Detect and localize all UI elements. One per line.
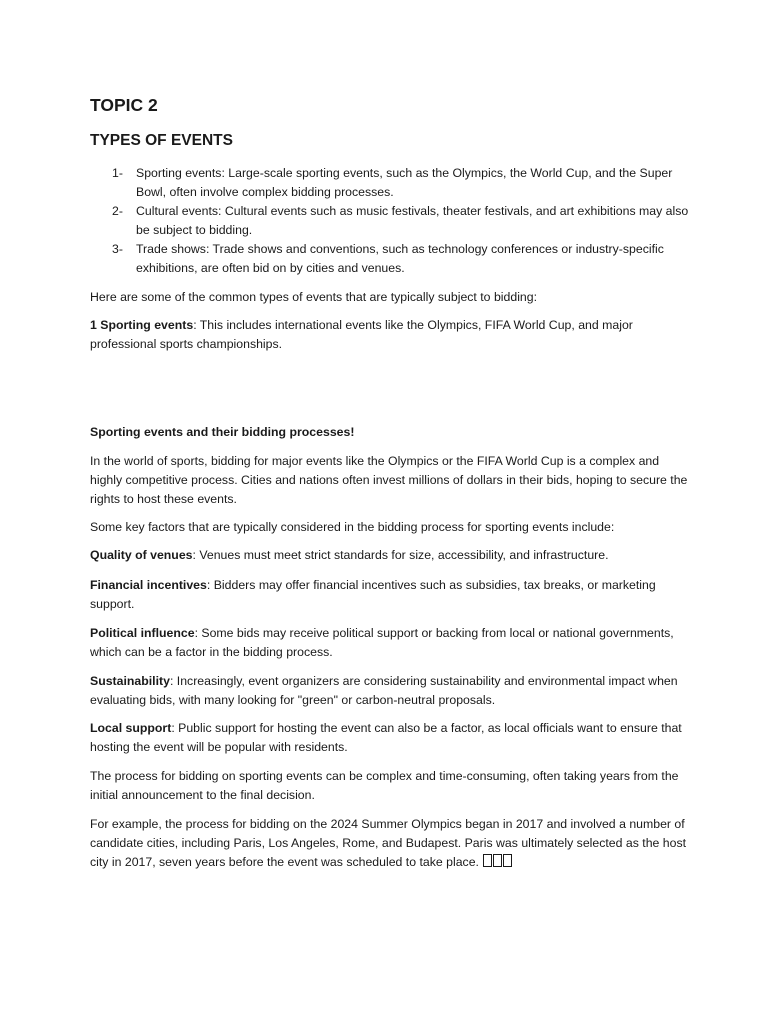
list-item bbox=[112, 240, 690, 278]
list-item bbox=[112, 202, 690, 240]
example-paragraph bbox=[90, 815, 690, 872]
factor-label: Financial incentives bbox=[90, 578, 207, 592]
list-item-text: Trade shows: Trade shows and conventions, such as technology conferences or industry-specific exhibitions, are often bid on by cities and venues. bbox=[136, 242, 664, 275]
factor-paragraph bbox=[90, 576, 690, 614]
topic-heading: TOPIC 2 bbox=[90, 95, 158, 115]
intro-paragraph: Here are some of the common types of events that are typically subject to bidding: bbox=[90, 290, 538, 304]
body-paragraph: In the world of sports, bidding for major events like the Olympics or the FIFA World Cup is a complex and highly competitive process. Cities and nations often invest millions of dollars in their bids, hoping to secure the rights to host these events. bbox=[90, 454, 688, 506]
list-number: 3- bbox=[112, 242, 123, 256]
factor-text: : Increasingly, event organizers are considering sustainability and environmental impact when evaluating bids, with many looking for "green" or carbon-neutral proposals. bbox=[90, 674, 678, 707]
factor-text: : Bidders may offer financial incentives such as subsidies, tax breaks, or marketing support. bbox=[90, 578, 656, 611]
factor-paragraph bbox=[90, 672, 690, 710]
sporting-events-label: 1 Sporting events bbox=[90, 318, 194, 332]
factor-paragraph bbox=[90, 624, 690, 662]
list-item-text: Sporting events: Large-scale sporting events, such as the Olympics, the World Cup, and the Super Bowl, often involve complex bidding processes. bbox=[136, 166, 673, 199]
section-title: TYPES OF EVENTS bbox=[90, 132, 233, 149]
body-paragraph: The process for bidding on sporting events can be complex and time-consuming, often taking years from the initial announcement to the final decision. bbox=[90, 769, 679, 802]
factor-label: Local support bbox=[90, 721, 172, 735]
factor-paragraph bbox=[90, 719, 690, 757]
factor-text: : Some bids may receive political support or backing from local or national governments, which can be a factor in the bidding process. bbox=[90, 626, 674, 659]
body-paragraph: Some key factors that are typically considered in the bidding process for sporting events include: bbox=[90, 520, 615, 534]
list-number: 2- bbox=[112, 204, 123, 218]
event-types-list bbox=[112, 164, 690, 278]
factor-text: : Public support for hosting the event can also be a factor, as local officials want to ensure that hosting the event will be popular with residents. bbox=[90, 721, 682, 754]
example-text: For example, the process for bidding on the 2024 Summer Olympics began in 2017 and involved a number of candidate cities, including Paris, Los Angeles, Rome, and Budapest. Paris was ultimately selected as the host city in 2017, seven years before the event was scheduled to take place. bbox=[90, 817, 687, 869]
factor-label: Quality of venues bbox=[90, 548, 193, 562]
subsection-heading: Sporting events and their bidding processes! bbox=[90, 425, 355, 439]
missing-glyph-icon bbox=[493, 854, 502, 867]
factor-label: Political influence bbox=[90, 626, 195, 640]
factor-paragraph bbox=[90, 546, 690, 565]
factor-text: : Venues must meet strict standards for size, accessibility, and infrastructure. bbox=[192, 548, 609, 562]
missing-glyph-icon bbox=[503, 854, 512, 867]
list-item-text: Cultural events: Cultural events such as music festivals, theater festivals, and art exhibitions may also be subject to bidding. bbox=[136, 204, 689, 237]
list-number: 1- bbox=[112, 166, 123, 180]
sporting-events-text: : This includes international events like the Olympics, FIFA World Cup, and major professional sports championships. bbox=[90, 318, 633, 351]
missing-glyph-icon bbox=[483, 854, 492, 867]
list-item bbox=[112, 164, 690, 202]
sporting-events-paragraph bbox=[90, 316, 690, 354]
factor-label: Sustainability bbox=[90, 674, 170, 688]
